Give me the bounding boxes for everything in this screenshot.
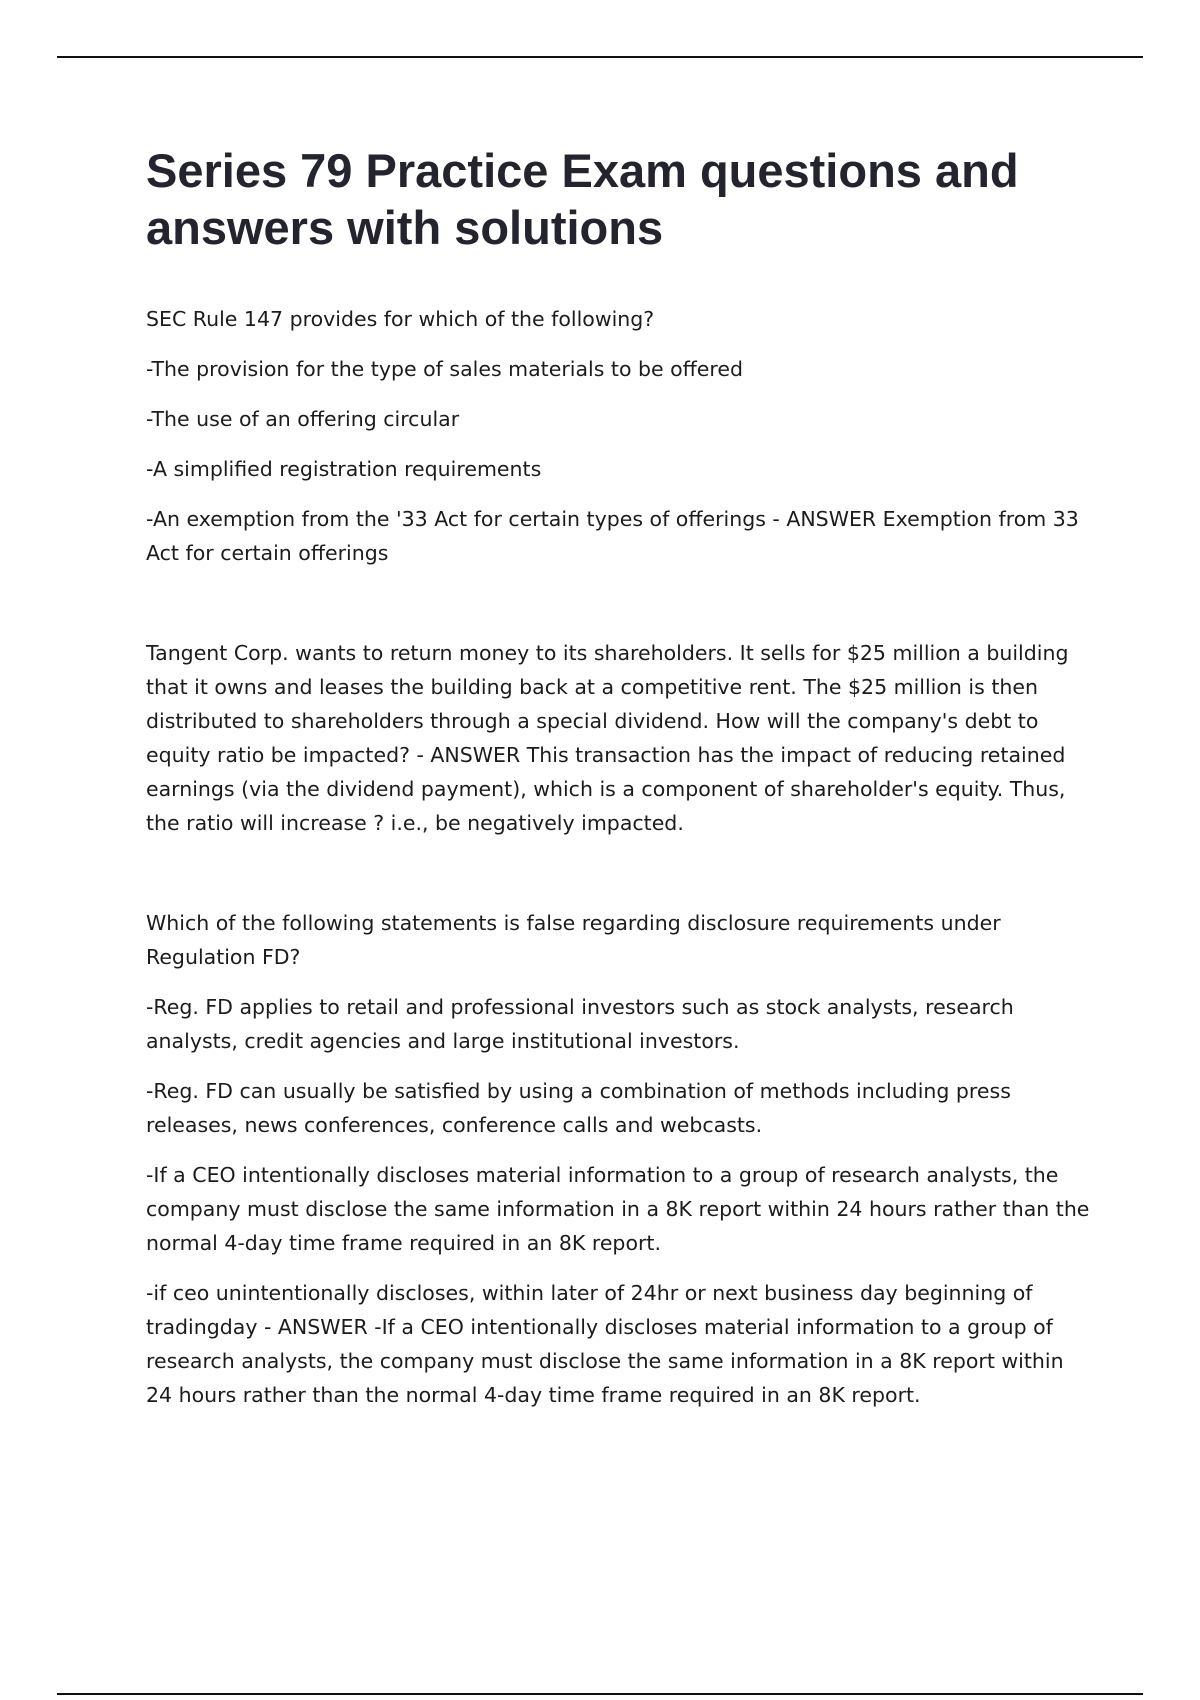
answer-option: -Reg. FD can usually be satisfied by using a combination of methods including press releases, news conferences, conference calls and webcasts. [146,1079,1011,1137]
bottom-divider [57,1693,1143,1695]
question-block-1 [146,302,1096,570]
top-divider [57,56,1143,58]
question-text: SEC Rule 147 provides for which of the following? [146,307,655,331]
answer-option: -Reg. FD applies to retail and professional investors such as stock analysts, research analysts, credit agencies and large institutional investors. [146,995,1014,1053]
document-body [146,142,1096,1412]
answer-option: -The provision for the type of sales materials to be offered [146,357,744,381]
answer-option: -If a CEO intentionally discloses material information to a group of research analysts, the company must disclose the same information in a 8K report within 24 hours rather than the normal 4-day time frame required in an 8K report. [146,1163,1090,1255]
document-title: Series 79 Practice Exam questions and answers with solutions [146,144,1019,254]
answer-option-with-answer: -if ceo unintentionally discloses, within later of 24hr or next business day beginning of tradingday - ANSWER -If a CEO intentionally discloses material information to a group of research analysts, the company must disclose the same information in a 8K report within 24 hours rather than the normal 4-day time frame required in an 8K report. [146,1281,1064,1407]
answer-option: -The use of an offering circular [146,407,460,431]
answer-option: -A simplified registration requirements [146,457,542,481]
answer-option-with-answer: -An exemption from the '33 Act for certain types of offerings - ANSWER Exemption from 33 Act for certain offerings [146,507,1079,565]
question-text: Which of the following statements is false regarding disclosure requirements under Regulation FD? [146,911,1001,969]
question-block-3 [146,906,1096,1412]
question-with-answer: Tangent Corp. wants to return money to its shareholders. It sells for $25 million a building that it owns and leases the building back at a competitive rent. The $25 million is then distributed to shareholders through a special dividend. How will the company's debt to equity ratio be impacted? - ANSWER This transaction has the impact of reducing retained earnings (via the dividend payment), which is a component of shareholder's equity. Thus, the ratio will increase ? i.e., be negatively impacted. [146,641,1069,835]
question-block-2 [146,636,1096,840]
